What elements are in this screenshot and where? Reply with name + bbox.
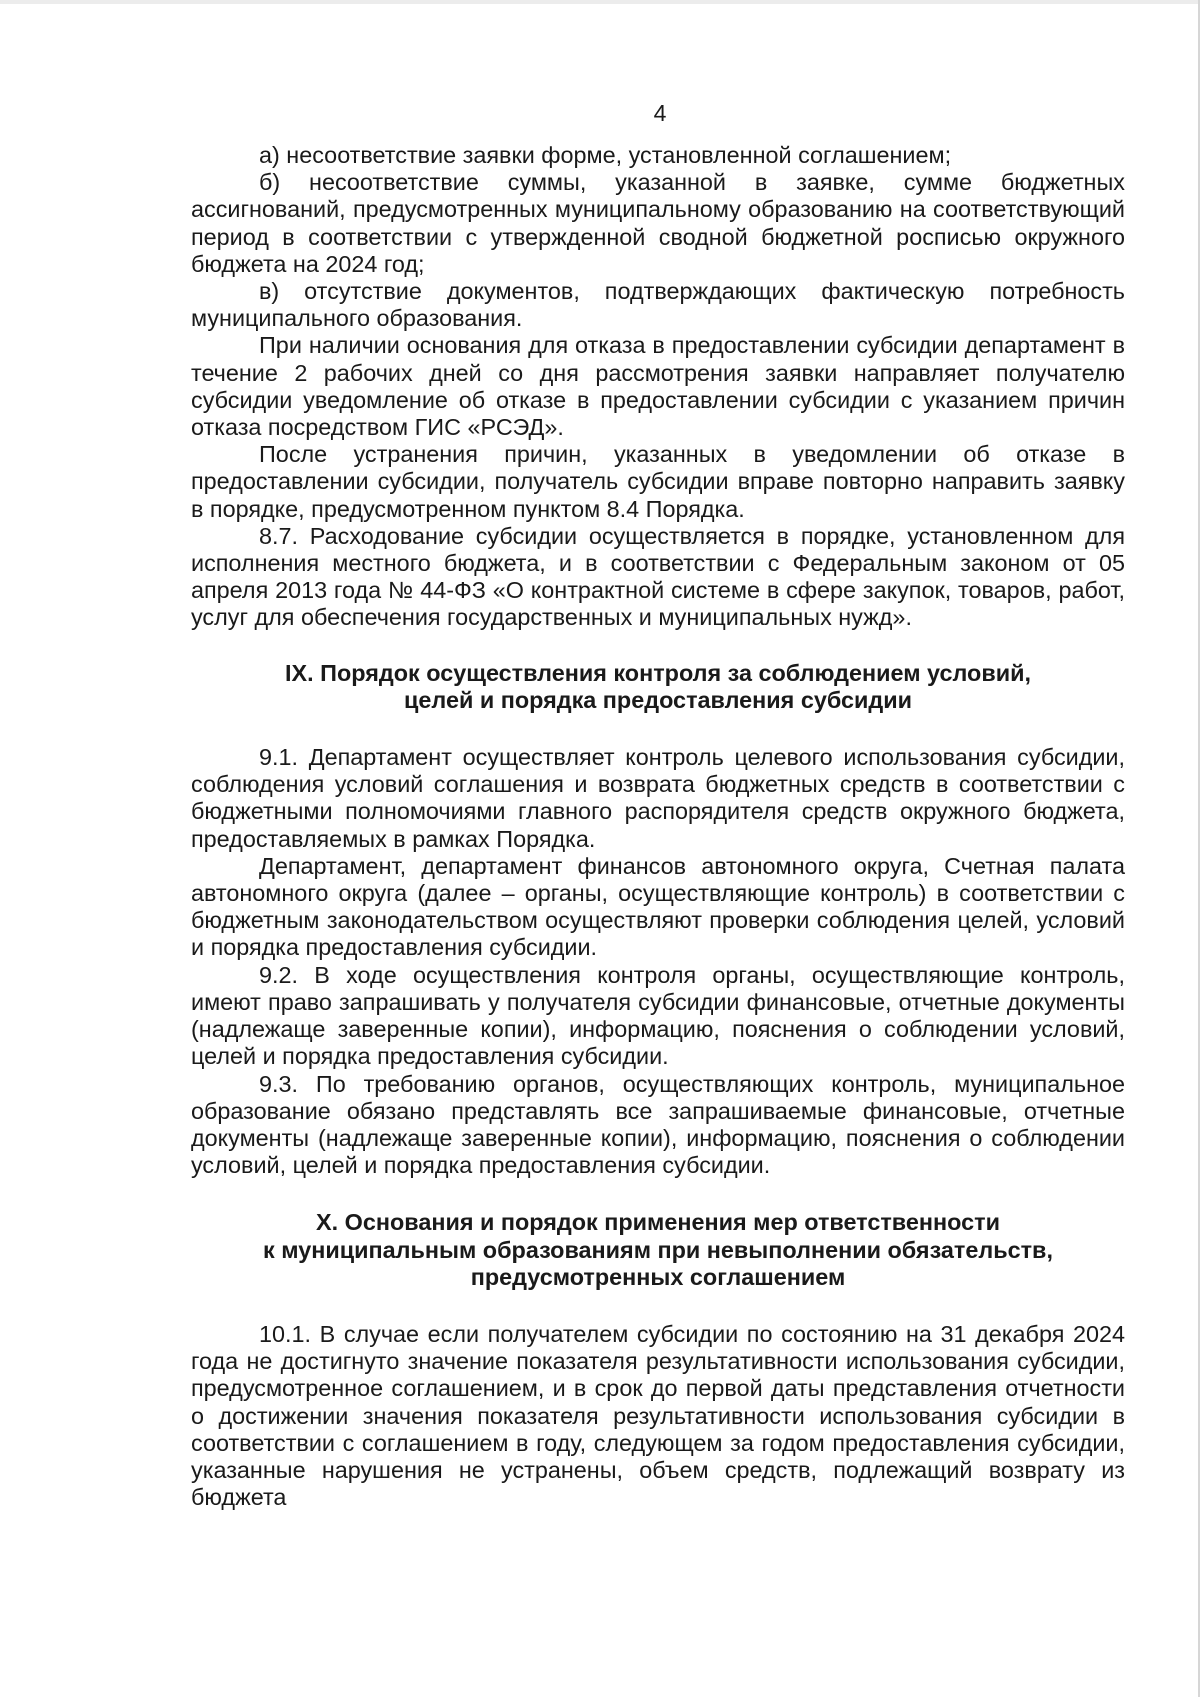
page-number: 4 (653, 100, 667, 126)
paragraph: 10.1. В случае если получателем субсидии по состоянию на 31 декабря 2024 года не достигнуто значение показателя результативности использования субсидии, предусмотренное соглашением, и в срок до первой даты представления отчетности о достижении значения показателя результативности использования субсидии в соответствии с соглашением в году, следующем за годом предоставления субсидии, указанные нарушения не устранены, объем средств, подлежащий возврату из бюджета (191, 1320, 1125, 1511)
paragraph: 9.2. В ходе осуществления контроля органы, осуществляющие контроль, имеют право запрашивать у получателя субсидии финансовые, отчетные документы (надлежаще заверенные копии), информацию, пояснения о соблюдении условий, целей и порядка предоставления субсидии. (191, 961, 1125, 1070)
paragraph: в) отсутствие документов, подтверждающих фактическую потребность муниципального образования. (191, 278, 1125, 332)
section-heading-x (191, 1209, 1125, 1291)
paragraph: 8.7. Расходование субсидии осуществляется в порядке, установленном для исполнения местного бюджета, и в соответствии с Федеральным законом от 05 апреля 2013 года № 44-ФЗ «О контрактной системе в сфере закупок, товаров, работ, услуг для обеспечения государственных и муниципальных нужд». (191, 522, 1125, 631)
heading-line: IX. Порядок осуществления контроля за соблюдением условий, (285, 659, 1031, 686)
heading-line: X. Основания и порядок применения мер ответственности (316, 1209, 1000, 1236)
heading-line: предусмотренных соглашением (470, 1263, 846, 1290)
scan-edge (0, 0, 1198, 4)
heading-line: к муниципальным образованиям при невыполнении обязательств, (263, 1236, 1053, 1263)
heading-line: целей и порядка предоставления субсидии (404, 686, 912, 713)
paragraph: Департамент, департамент финансов автономного округа, Счетная палата автономного округа (далее – органы, осуществляющие контроль) в соответствии с бюджетным законодательством осуществляют проверки соблюдения целей, условий и порядка предоставления субсидии. (191, 852, 1125, 961)
paragraph: После устранения причин, указанных в уведомлении об отказе в предоставлении субсидии, получатель субсидии вправе повторно направить заявку в порядке, предусмотренном пунктом 8.4 Порядка. (191, 441, 1125, 522)
paragraph: При наличии основания для отказа в предоставлении субсидии департамент в течение 2 рабочих дней со дня рассмотрения заявки направляет получателю субсидии уведомление об отказе в предоставлении субсидии с указанием причин отказа посредством ГИС «РСЭД». (191, 332, 1125, 441)
paragraph: 9.1. Департамент осуществляет контроль целевого использования субсидии, соблюдения условий соглашения и возврата бюджетных средств в соответствии с бюджетными полномочиями главного распорядителя средств окружного бюджета, предоставляемых в рамках Порядка. (191, 744, 1125, 852)
document-body (191, 142, 1125, 1511)
paragraph: 9.3. По требованию органов, осуществляющих контроль, муниципальное образование обязано представлять все запрашиваемые финансовые, отчетные документы (надлежаще заверенные копии), информацию, пояснения о соблюдении условий, целей и порядка предоставления субсидии. (191, 1070, 1125, 1179)
paragraph: а) несоответствие заявки форме, установленной соглашением; (259, 142, 952, 168)
section-heading-ix (191, 660, 1125, 714)
paragraph: б) несоответствие суммы, указанной в заявке, сумме бюджетных ассигнований, предусмотренных муниципальному образованию на соответствующий период в соответствии с утвержденной сводной бюджетной росписью окружного бюджета на 2024 год; (191, 169, 1125, 277)
